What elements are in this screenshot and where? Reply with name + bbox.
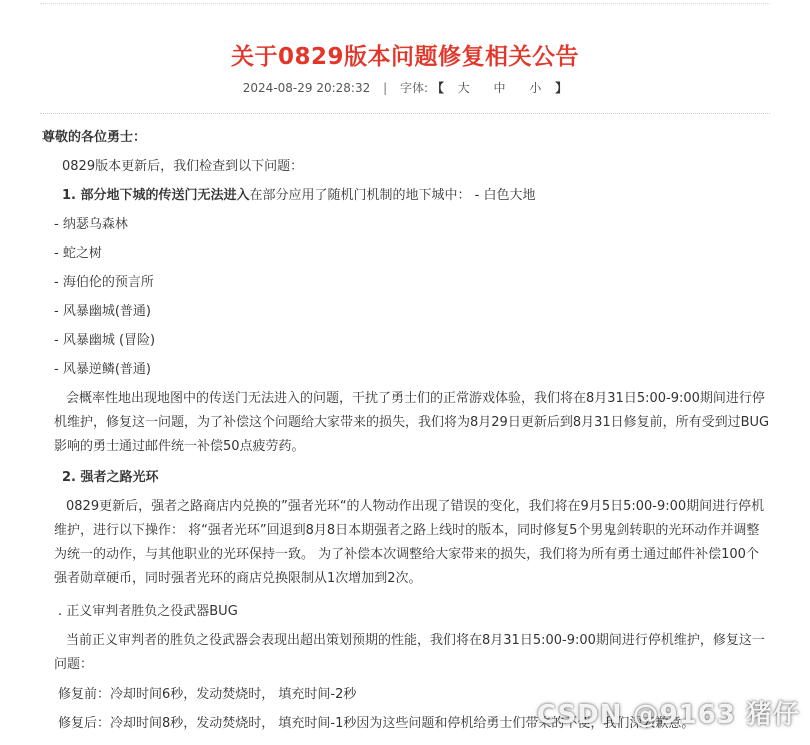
issue1-heading-line — [62, 184, 535, 208]
list-item: - 风暴幽城(普通) — [54, 304, 151, 319]
font-size-medium-button[interactable]: 中 — [493, 81, 506, 95]
top-divider — [40, 3, 770, 4]
bracket-close: 】 — [555, 81, 568, 95]
intro-text: 0829版本更新后，我们检查到以下问题： — [62, 159, 304, 174]
article-meta — [0, 79, 810, 96]
font-size-small-button[interactable]: 小 — [529, 81, 542, 95]
issue3-description: 当前正义审判者的胜负之役武器会表现出超出策划预期的性能，我们将在8月31日5:00-9:00期间进行停机维护，修复这一问题： — [54, 633, 765, 672]
watermark: CSDN @9163 猪仔 — [536, 700, 800, 730]
font-size-large-button[interactable]: 大 — [457, 81, 470, 95]
issue1-heading: 1. 部分地下城的传送门无法进入 — [62, 188, 250, 203]
bracket-open: 【 — [431, 81, 444, 95]
fix-before-text: 修复前：冷却时间6秒，发动焚烧时， 填充时间-2秒 — [58, 687, 357, 702]
greeting: 尊敬的各位勇士： — [42, 130, 147, 145]
list-item: - 风暴幽城 (冒险) — [54, 333, 156, 348]
issue1-lead: 在部分应用了随机门机制的地下城中： - 白色大地 — [249, 188, 536, 203]
issue1-description: 会概率性地出现地图中的传送门无法进入的问题，干扰了勇士们的正常游戏体验，我们将在8月31日5:00-9:00期间进行停机维护，修复这一问题，为了补偿这个问题给大家带来的损失，我们将为8月29日更新后到8月31日修复前，所有受到过BUG影响的勇士通过邮件统一补偿50点疲劳药。 — [54, 391, 770, 454]
meta-separator: | — [383, 81, 388, 95]
fix-after-text: 修复后：冷却时间8秒，发动焚烧时， 填充时间-1秒因为这些问题和停机给勇士们带来的不便，我们深表歉意。 — [58, 716, 695, 731]
issue2-description: 0829更新后，强者之路商店内兑换的”强者光环“的人物动作出现了错误的变化，我们将在9月5日5:00-9:00期间进行停机维护，进行以下操作： 将“强者光环”回退到8月8日本期强者之路上线时的版本，同时修复5个男鬼剑转职的光环动作并调整为统一的动作，与其他职业的光环保持一致。 为了补偿本次调整给大家带来的损失，我们将为所有勇士通过邮件补偿100个强者勋章硬币，同时强者光环的商店兑换限制从1次增加到2次。 — [54, 499, 765, 586]
list-item: - 蛇之树 — [54, 246, 102, 261]
issue2-heading: 2. 强者之路光环 — [62, 470, 159, 485]
title-divider — [40, 113, 770, 114]
list-item: - 纳瑟乌森林 — [54, 217, 128, 232]
publish-date: 2024-08-29 20:28:32 — [242, 81, 371, 95]
list-item: - 海伯伦的预言所 — [54, 275, 154, 290]
issue3-heading: . 正义审判者胜负之役武器BUG — [58, 604, 238, 619]
page-title: 关于0829版本问题修复相关公告 — [230, 44, 579, 70]
font-size-label: 字体: — [399, 81, 428, 95]
list-item: - 风暴逆鳞(普通) — [54, 362, 151, 377]
